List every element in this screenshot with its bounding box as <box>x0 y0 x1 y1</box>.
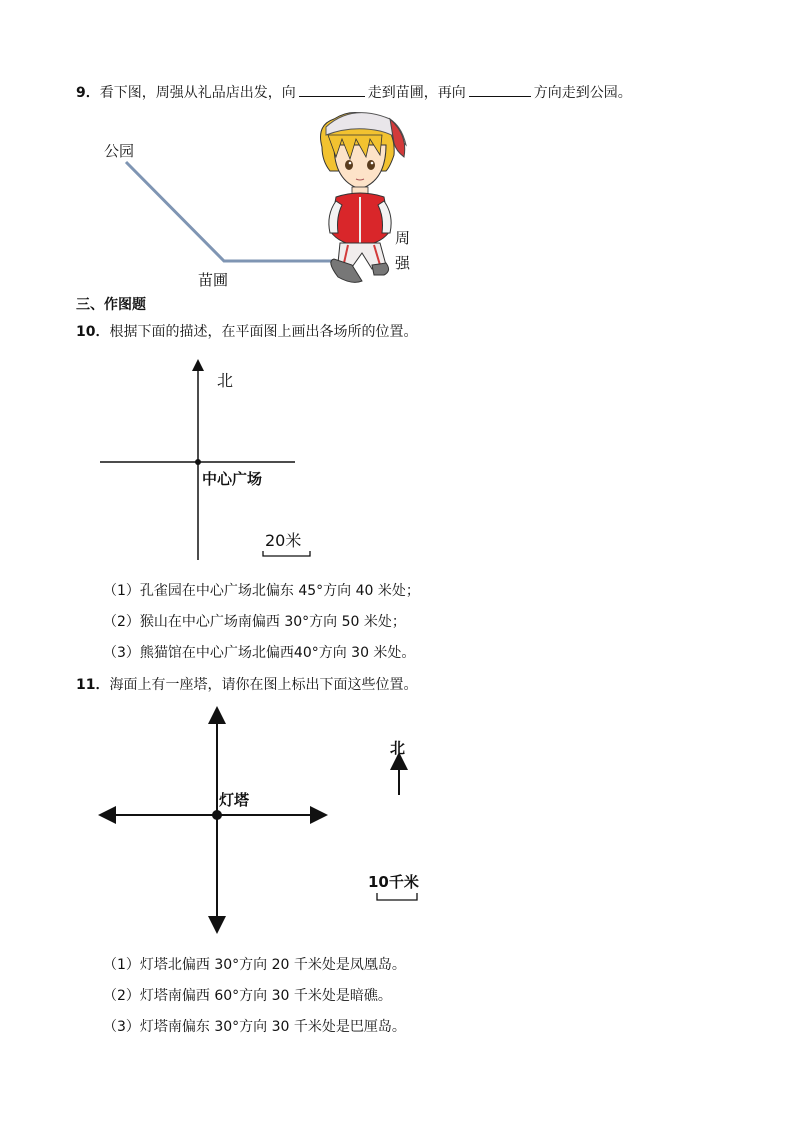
question-text-part2: 走到苗圃，再向 <box>367 85 466 101</box>
lighthouse-label: 灯塔 <box>219 791 250 809</box>
scale-bar <box>263 551 310 556</box>
q10-item-1: （1）孔雀园在中心广场北偏东 45°方向 40 米处； <box>103 583 420 599</box>
q11-item-3: （3）灯塔南偏东 30°方向 30 千米处是巴厘岛。 <box>103 1019 406 1035</box>
question-11-text <box>76 675 417 695</box>
q10-item-3: （3）熊猫馆在中心广场北偏西40°方向 30 米处。 <box>103 645 416 661</box>
scale-label: 20米 <box>265 531 302 550</box>
question-9-text <box>76 82 632 103</box>
answer-blank-2[interactable] <box>469 82 531 97</box>
north-label: 北 <box>390 739 406 757</box>
q11-item-2: （2）灯塔南偏西 60°方向 30 千米处是暗礁。 <box>103 988 392 1004</box>
question-number: 10． <box>76 324 110 340</box>
lighthouse-point <box>212 810 222 820</box>
question-text-part1: 看下图，周强从礼品店出发，向 <box>99 85 296 101</box>
center-label: 中心广场 <box>202 470 263 488</box>
section-title: 三、作图题 <box>76 297 146 313</box>
boy-character-icon <box>321 112 407 282</box>
name-label-1: 周 <box>395 229 411 247</box>
park-label: 公园 <box>104 142 135 160</box>
q11-sea-figure <box>95 705 435 935</box>
q10-plan-figure <box>90 355 350 570</box>
q9-route-figure <box>90 105 430 295</box>
question-number: 11． <box>76 677 110 693</box>
q10-item-2: （2）猴山在中心广场南偏西 30°方向 50 米处； <box>103 614 406 630</box>
answer-blank-1[interactable] <box>299 82 365 97</box>
nursery-label: 苗圃 <box>198 271 229 289</box>
question-10-text <box>76 322 417 342</box>
question-text: 根据下面的描述，在平面图上画出各场所的位置。 <box>109 324 418 340</box>
name-label-2: 强 <box>395 254 411 272</box>
scale-bar <box>377 893 417 900</box>
q11-item-1: （1）灯塔北偏西 30°方向 20 千米处是凤凰岛。 <box>103 957 406 973</box>
question-text-part3: 方向走到公园。 <box>533 85 632 101</box>
question-number: 9． <box>76 85 100 101</box>
question-text: 海面上有一座塔，请你在图上标出下面这些位置。 <box>109 677 418 693</box>
route-line <box>126 162 340 261</box>
scale-label: 10千米 <box>368 873 419 891</box>
north-label: 北 <box>217 371 234 390</box>
center-point <box>195 459 201 465</box>
